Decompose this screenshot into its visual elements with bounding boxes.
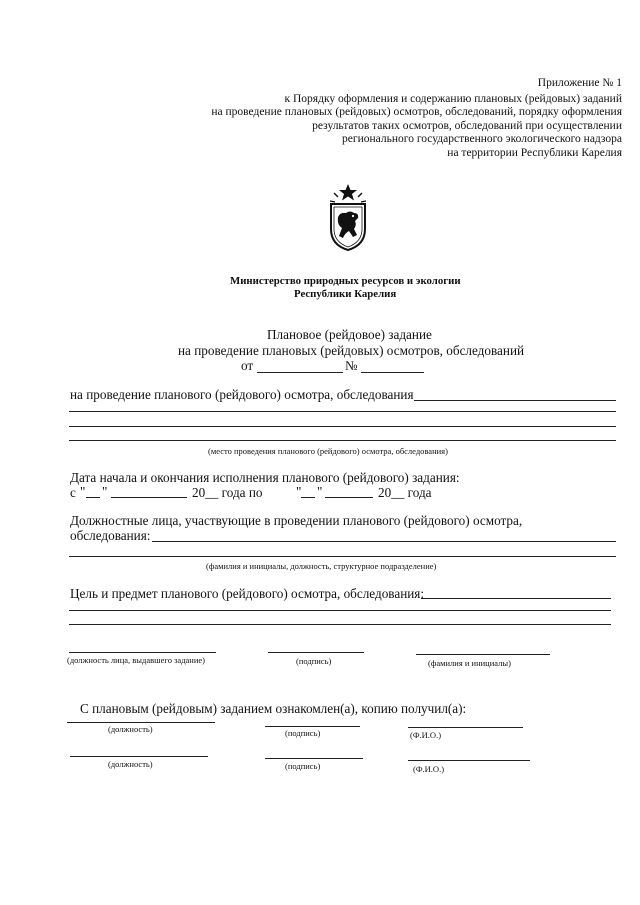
issuer-name-line[interactable] [416,654,550,655]
officials-field-line[interactable] [152,541,616,542]
appendix-header-line: на проведение плановых (рейдовых) осмотров, обследований, порядку оформления [211,106,622,118]
appendix-header-line: результатов таких осмотров, обследований при осуществлении [312,120,622,132]
form-subtitle: на проведение плановых (рейдовых) осмотров, обследований [178,343,525,358]
ack-position-line[interactable] [70,756,208,757]
ack-position-caption: (должность) [108,724,153,734]
purpose-field-line[interactable] [69,610,611,611]
ack-name-caption: (Ф.И.О.) [413,764,445,774]
officials-caption: (фамилия и инициалы, должность, структурное подразделение) [206,561,437,571]
ack-name-caption: (Ф.И.О.) [410,730,442,740]
start-month-line[interactable] [111,497,187,498]
quote-mark: " [102,484,108,499]
number-field-line[interactable] [361,372,424,373]
ack-signature-caption: (подпись) [285,728,321,738]
issuer-signature-caption: (подпись) [296,656,332,666]
officials-field-line[interactable] [69,556,616,557]
quote-mark: " [317,484,323,499]
place-field-line[interactable] [69,426,616,427]
start-year-text: 20__ года по [192,485,263,500]
date-field-line[interactable] [257,372,343,373]
issuer-name-caption: (фамилия и инициалы) [428,658,511,668]
place-field-line[interactable] [69,440,616,441]
appendix-header-line: к Порядку оформления и содержанию плановых (рейдовых) заданий [284,93,622,105]
issuer-signature-line[interactable] [268,652,364,653]
ack-position-caption: (должность) [108,759,153,769]
end-month-line[interactable] [325,497,373,498]
officials-label: Должностные лица, участвующие в проведении планового (рейдового) осмотра, [70,513,523,528]
number-label: № [345,358,358,373]
date-start-prefix: с [70,485,76,500]
appendix-header-line: регионального государственного экологического надзора [342,133,622,145]
ack-name-line[interactable] [408,760,530,761]
end-year-text: 20__ года [378,485,432,500]
date-from-label: от [241,358,254,373]
ack-signature-line[interactable] [265,758,363,759]
appendix-header-line: на территории Республики Карелия [447,147,622,159]
dates-label: Дата начала и окончания исполнения планового (рейдового) задания: [70,470,460,485]
purpose-field-line[interactable] [421,598,611,599]
place-field-line[interactable] [69,411,616,412]
appendix-header-line: Приложение № 1 [537,77,622,89]
ministry-name: Министерство природных ресурсов и экологии [230,275,461,287]
ministry-region: Республики Карелия [294,288,397,300]
karelia-coat-of-arms-icon [324,183,372,251]
issuer-position-line[interactable] [69,652,216,653]
end-day-line[interactable] [301,497,315,498]
place-label: на проведение планового (рейдового) осмотра, обследования [70,387,414,402]
ack-position-line[interactable] [67,722,215,723]
ack-signature-caption: (подпись) [285,761,321,771]
quote-mark: " [296,484,302,499]
form-title: Плановое (рейдовое) задание [267,327,432,342]
quote-mark: " [80,484,86,499]
purpose-label: Цель и предмет планового (рейдового) осмотра, обследования: [70,586,425,601]
issuer-position-caption: (должность лица, выдавшего задание) [67,655,206,665]
ack-signature-line[interactable] [265,726,360,727]
place-caption: (место проведения планового (рейдового) осмотра, обследования) [208,446,448,456]
start-day-line[interactable] [86,497,100,498]
ack-name-line[interactable] [408,727,523,728]
officials-label-continued: обследования: [70,528,151,543]
place-field-line[interactable] [414,400,616,401]
ack-label: С плановым (рейдовым) заданием ознакомлен(а), копию получил(а): [80,701,467,716]
purpose-field-line[interactable] [69,624,611,625]
